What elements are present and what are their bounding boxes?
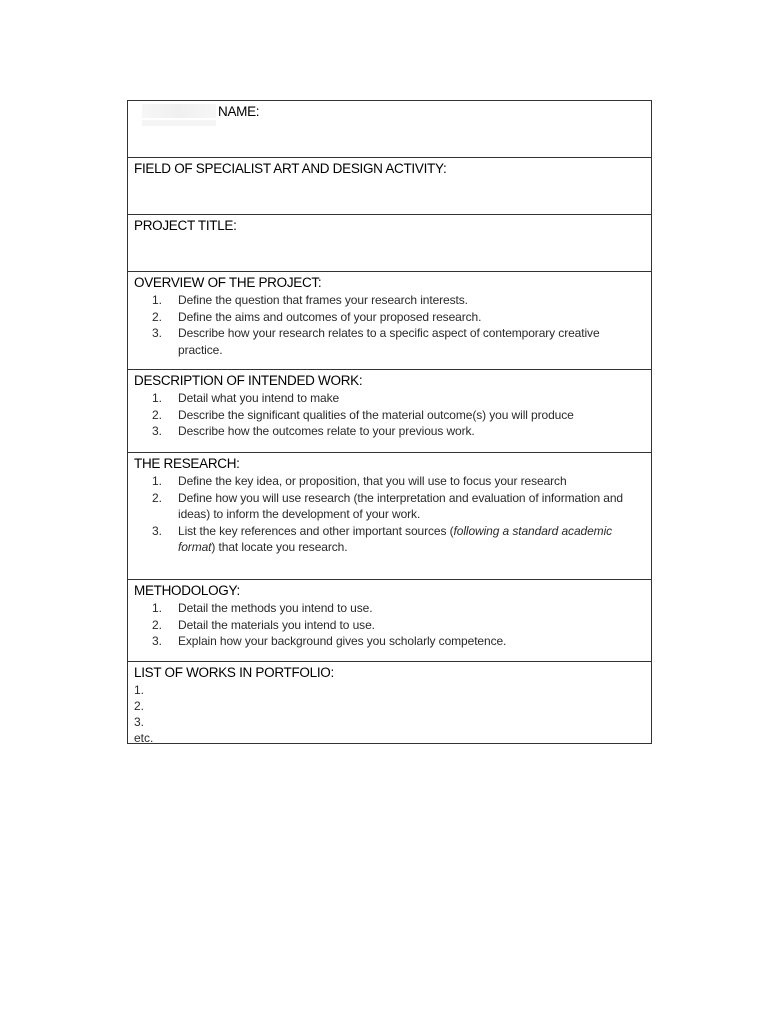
project-title-heading: PROJECT TITLE: (134, 218, 237, 233)
list-item (152, 292, 645, 309)
redacted-area (142, 104, 216, 118)
list-item (152, 390, 645, 407)
item-number: 2. (152, 617, 162, 632)
item-text: Define how you will use research (the interpretation and evaluation of information and ideas) to inform the development of your work. (178, 490, 623, 521)
item-text: Define the key idea, or proposition, that you will use to focus your research (178, 474, 567, 488)
item-text (178, 523, 645, 556)
list-item (152, 473, 645, 490)
list-item (152, 523, 645, 556)
item-number: 2. (152, 490, 162, 505)
item-number: 1. (152, 293, 162, 307)
overview-list (134, 292, 645, 358)
works-heading: LIST OF WORKS IN PORTFOLIO: (134, 665, 334, 680)
item-number: 2. (152, 407, 162, 422)
list-item (152, 633, 645, 650)
item-text: Explain how your background gives you scholarly competence. (178, 634, 507, 648)
research-heading: THE RESEARCH: (134, 456, 240, 471)
list-item (152, 407, 645, 424)
item-text-after: ) that locate you research. (211, 540, 348, 554)
methodology-list (134, 600, 645, 650)
name-heading: NAME: (218, 104, 260, 119)
item-number: 3. (152, 424, 162, 438)
item-number: 1. (152, 474, 162, 488)
works-section (128, 662, 651, 743)
item-number: 1. (152, 391, 162, 405)
project-title-section (128, 215, 651, 272)
list-item: 3. (134, 715, 145, 729)
list-item (152, 423, 645, 440)
item-number: 1. (152, 601, 162, 615)
proposal-form (127, 100, 652, 744)
item-text-italic: following a standard academic format (178, 523, 613, 554)
description-section (128, 370, 651, 453)
methodology-heading: METHODOLOGY: (134, 583, 240, 598)
item-text: Define the question that frames your research interests. (178, 293, 468, 307)
research-section (128, 453, 651, 580)
research-list (134, 473, 645, 556)
item-text: Describe how the outcomes relate to your previous work. (178, 424, 475, 438)
item-text: Describe how your research relates to a specific aspect of contemporary creative practice. (178, 326, 600, 357)
item-number: 3. (152, 523, 162, 538)
list-item: 2. (134, 699, 145, 713)
list-item (152, 325, 645, 358)
overview-section (128, 272, 651, 370)
works-list (134, 682, 645, 746)
item-number: 3. (152, 326, 162, 340)
overview-heading: OVERVIEW OF THE PROJECT: (134, 275, 322, 290)
item-text: Detail the methods you intend to use. (178, 601, 373, 615)
item-text: Detail the materials you intend to use. (178, 617, 375, 632)
redacted-area-line (142, 120, 216, 126)
item-text: Describe the significant qualities of the material outcome(s) you will produce (178, 407, 574, 422)
item-text: Detail what you intend to make (178, 391, 340, 405)
list-item: 1. (134, 683, 145, 697)
item-text-before: List the key references and other important sources ( (178, 523, 454, 538)
list-item (152, 309, 645, 326)
name-section (128, 101, 651, 158)
field-heading: FIELD OF SPECIALIST ART AND DESIGN ACTIVITY: (134, 161, 447, 176)
item-text: Define the aims and outcomes of your proposed research. (178, 309, 482, 324)
list-item (152, 490, 645, 523)
methodology-section (128, 580, 651, 662)
description-heading: DESCRIPTION OF INTENDED WORK: (134, 373, 363, 388)
item-number: 2. (152, 309, 162, 324)
list-item (152, 617, 645, 634)
name-heading-row (134, 103, 645, 121)
item-number: 3. (152, 634, 162, 648)
list-item: etc. (134, 731, 154, 745)
description-list (134, 390, 645, 440)
field-section (128, 158, 651, 215)
list-item (152, 600, 645, 617)
